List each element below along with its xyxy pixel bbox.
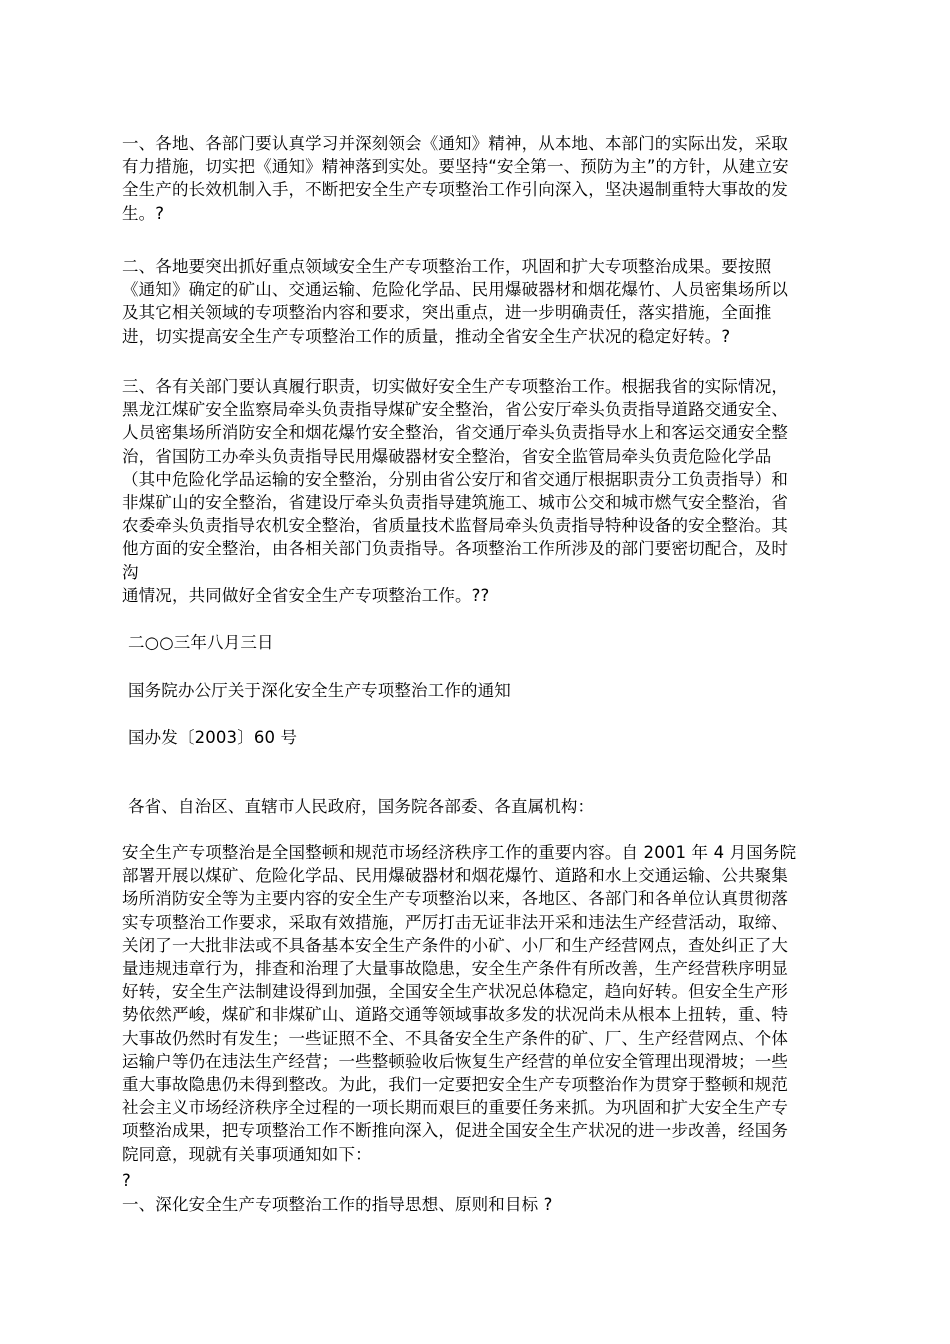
text-line: 黑龙江煤矿安全监察局牵头负责指导煤矿安全整治，省公安厅牵头负责指导道路交通安全、 — [122, 400, 788, 420]
text-line: 大事故仍然时有发生；一些证照不全、不具备安全生产条件的矿、厂、生产经营网点、个体 — [122, 1028, 788, 1048]
text-line: 安全生产专项整治是全国整顿和规范市场经济秩序工作的重要内容。自 2001 年 4 月国务院 — [122, 843, 797, 862]
text-line: 沟 — [122, 562, 139, 582]
text-line: 《通知》确定的矿山、交通运输、危险化学品、民用爆破器材和烟花爆竹、人员密集场所以 — [122, 280, 788, 300]
document-date: 二○○三年八月三日 — [128, 633, 274, 652]
salutation: 各省、自治区、直辖市人民政府，国务院各部委、各直属机构： — [128, 797, 595, 816]
text-line: 院同意，现就有关事项通知如下： — [122, 1144, 372, 1164]
text-line: 非煤矿山的安全整治，省建设厅牵头负责指导建筑施工、城市公交和城市燃气安全整治，省 — [122, 493, 788, 513]
text-line: 势依然严峻，煤矿和非煤矿山、道路交通等领域事故多发的状况尚未从根本上扭转，重、特 — [122, 1005, 788, 1025]
paragraph-section-1 — [122, 132, 834, 225]
text-line: 项整治成果，把专项整治工作不断推向深入，促进全国安全生产状况的进一步改善，经国务 — [122, 1121, 788, 1141]
text-line: 实专项整治工作要求，采取有效措施，严厉打击无证非法开采和违法生产经营活动，取缔、 — [122, 912, 788, 932]
paragraph-section-3 — [122, 375, 834, 607]
text-line: 社会主义市场经济秩序全过程的一项长期而艰巨的重要任务来抓。为巩固和扩大安全生产专 — [122, 1098, 788, 1118]
text-line: 关闭了一大批非法或不具备基本安全生产条件的小矿、小厂和生产经营网点，查处纠正了大 — [122, 935, 788, 955]
text-line: 三、各有关部门要认真履行职责，切实做好安全生产专项整治工作。根据我省的实际情况， — [122, 377, 788, 396]
text-line: 好转，安全生产法制建设得到加强，全国安全生产状况总体稳定，趋向好转。但安全生产形 — [122, 982, 788, 1002]
text-line: 运输户等仍在违法生产经营；一些整顿验收后恢复生产经营的单位安全管理出现滑坡；一些 — [122, 1051, 788, 1071]
text-line: 量违规违章行为，排查和治理了大量事故隐患，安全生产条件有所改善，生产经营秩序明显 — [122, 959, 788, 979]
text-line: 有力措施，切实把《通知》精神落到实处。要坚持“安全第一、预防为主”的方针，从建立安 — [122, 157, 789, 177]
paragraph-section-2 — [122, 255, 834, 348]
section-heading-1: 一、深化安全生产专项整治工作的指导思想、原则和目标 ? — [122, 1195, 553, 1214]
text-line: 部署开展以煤矿、危险化学品、民用爆破器材和烟花爆竹、道路和水上交通运输、公共聚集 — [122, 866, 788, 886]
text-line: 治，省国防工办牵头负责指导民用爆破器材安全整治，省安全监管局牵头负责危险化学品 — [122, 446, 772, 466]
document-number: 国办发〔2003〕60 号 — [128, 728, 298, 747]
text-line: 一、各地、各部门要认真学习并深刻领会《通知》精神，从本地、本部门的实际出发，采取 — [122, 134, 788, 153]
text-line: （其中危险化学品运输的安全整治，分别由省公安厅和省交通厅根据职责分工负责指导）和 — [122, 469, 788, 489]
text-line: 农委牵头负责指导农机安全整治，省质量技术监督局牵头负责指导特种设备的安全整治。其 — [122, 516, 788, 536]
text-line: 他方面的安全整治，由各相关部门负责指导。各项整治工作所涉及的部门要密切配合，及时 — [122, 539, 788, 559]
stray-question-mark: ? — [122, 1171, 131, 1190]
text-line: 二、各地要突出抓好重点领域安全生产专项整治工作，巩固和扩大专项整治成果。要按照 — [122, 257, 772, 276]
text-line: 重大事故隐患仍未得到整改。为此，我们一定要把安全生产专项整治作为贯穿于整顿和规范 — [122, 1075, 788, 1095]
text-line: 进，切实提高安全生产专项整治工作的质量，推动全省安全生产状况的稳定好转。? — [122, 326, 731, 346]
text-line: 人员密集场所消防安全和烟花爆竹安全整治，省交通厅牵头负责指导水上和客运交通安全整 — [122, 423, 788, 443]
text-line: 场所消防安全等为主要内容的安全生产专项整治以来，各地区、各部门和各单位认真贯彻落 — [122, 889, 788, 909]
notice-title: 国务院办公厅关于深化安全生产专项整治工作的通知 — [128, 681, 511, 700]
paragraph-section-4 — [122, 841, 834, 1166]
text-line: 生。? — [122, 203, 165, 223]
text-line: 全生产的长效机制入手，不断把安全生产专项整治工作引向深入，坚决遏制重特大事故的发 — [122, 180, 788, 200]
text-line: 及其它相关领域的专项整治内容和要求，突出重点，进一步明确责任，落实措施，全面推 — [122, 303, 772, 323]
text-line: 通情况，共同做好全省安全生产专项整治工作。?? — [122, 585, 490, 605]
